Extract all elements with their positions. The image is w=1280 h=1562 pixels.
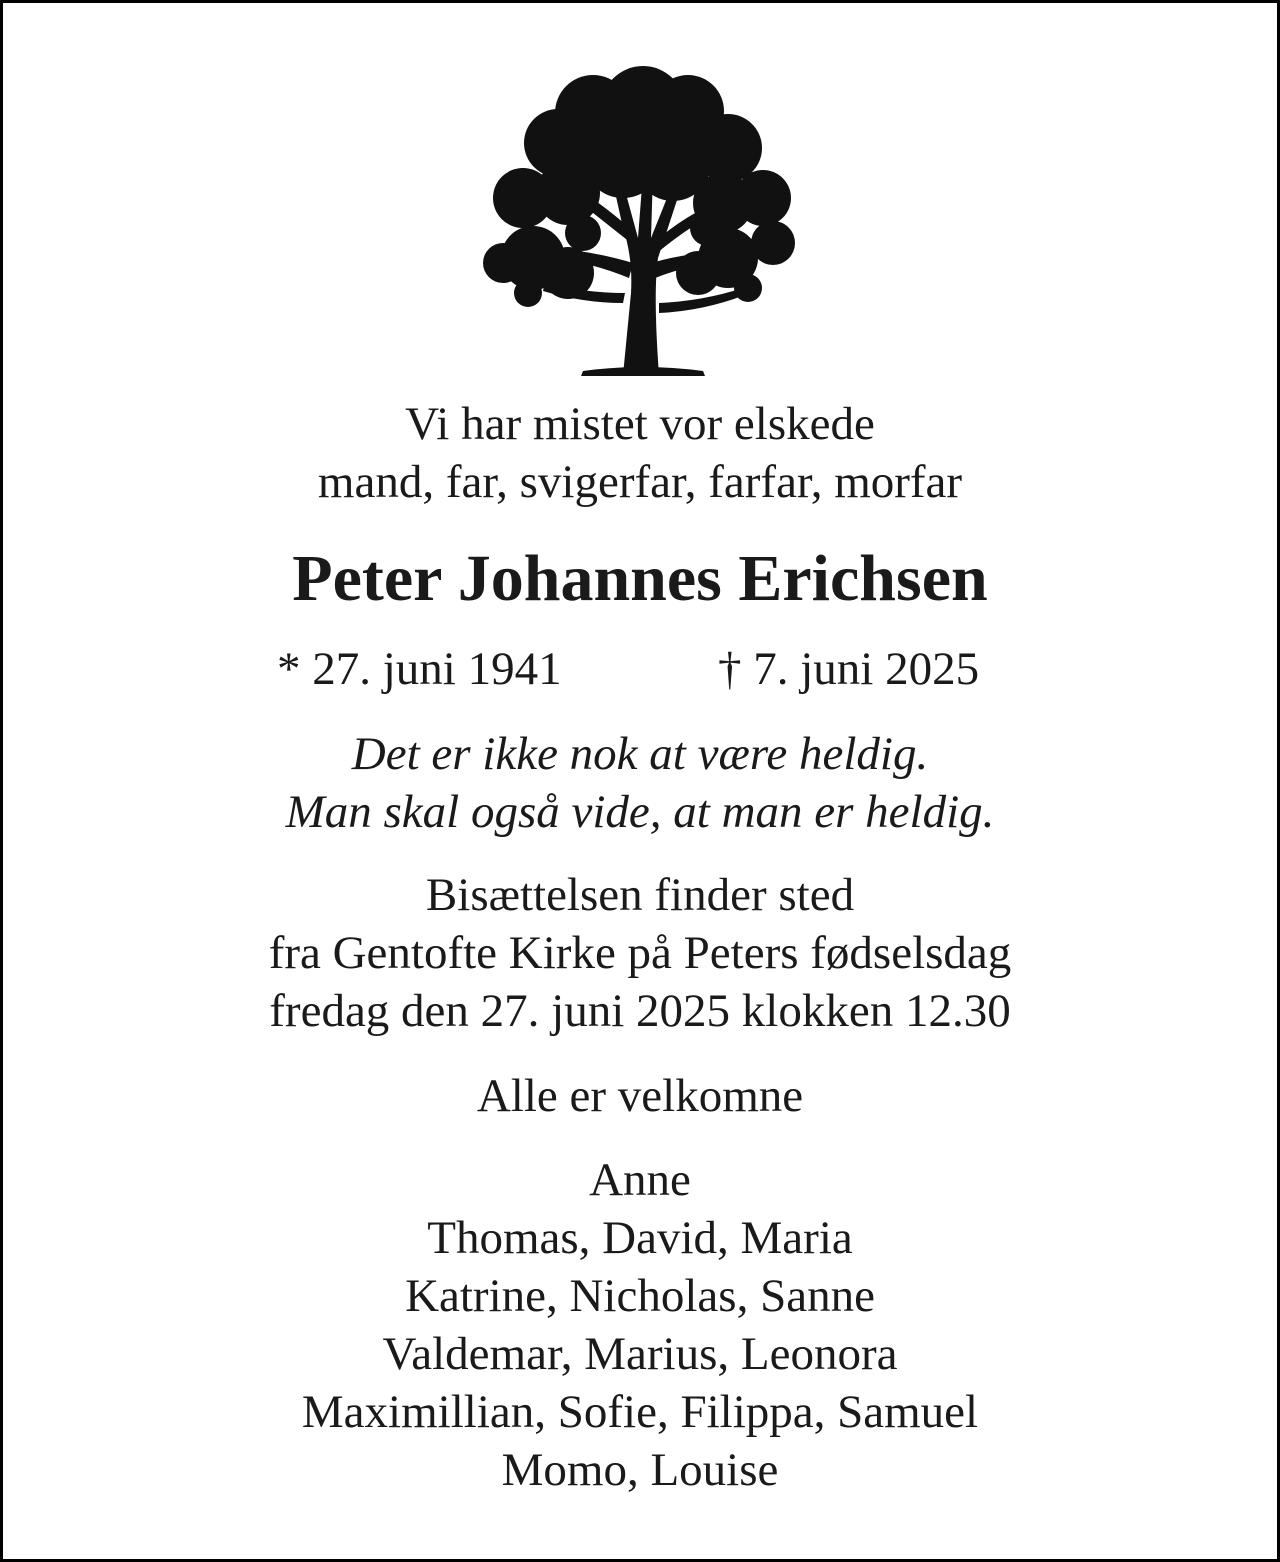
death-date: † 7. juni 2025 xyxy=(718,643,980,695)
family-line: Valdemar, Marius, Leonora xyxy=(382,1328,898,1380)
family-line: Momo, Louise xyxy=(501,1444,779,1496)
ceremony-line: fra Gentofte Kirke på Peters fødselsdag xyxy=(268,927,1012,979)
family-line: Katrine, Nicholas, Sanne xyxy=(405,1270,875,1322)
ceremony-line: fredag den 27. juni 2025 klokken 12.30 xyxy=(269,985,1011,1037)
family-line: Maximillian, Sofie, Filippa, Samuel xyxy=(301,1386,979,1438)
tree-icon xyxy=(473,63,813,378)
quote-line: Det er ikke nok at være heldig. xyxy=(351,728,929,780)
family-line: Anne xyxy=(589,1154,691,1206)
welcome-text: Alle er velkomne xyxy=(476,1070,804,1122)
intro-line: mand, far, svigerfar, farfar, morfar xyxy=(317,456,963,508)
birth-date: * 27. juni 1941 xyxy=(277,643,562,695)
intro-line: Vi har mistet vor elskede xyxy=(405,398,875,450)
ceremony-line: Bisættelsen finder sted xyxy=(425,869,855,921)
quote-line: Man skal også vide, at man er heldig. xyxy=(285,786,995,838)
family-line: Thomas, David, Maria xyxy=(427,1212,853,1264)
deceased-name: Peter Johannes Erichsen xyxy=(292,542,988,615)
life-dates xyxy=(3,640,1277,698)
